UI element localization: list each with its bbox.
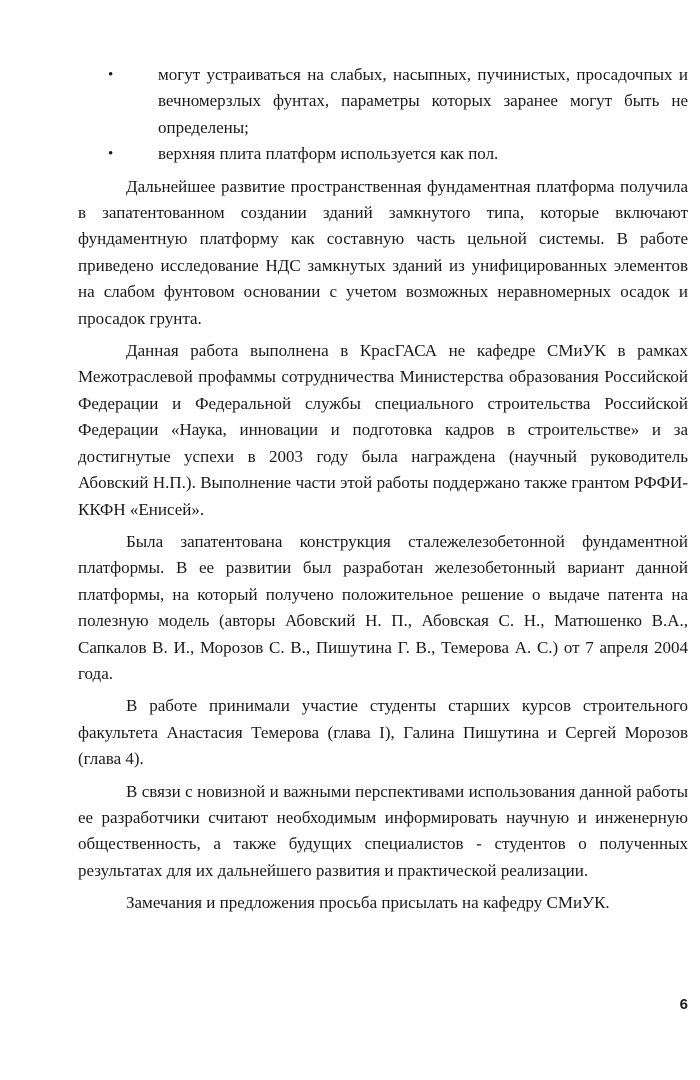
- bullet-list: [78, 62, 688, 168]
- bullet-text: верхняя плита платформ используется как пол.: [158, 144, 499, 164]
- paragraph: В связи с новизной и важными перспективами использования данной работы ее разработчики считают необходимым информировать научную и инженерную общественность, а также будущих специалистов - студентов о полученных результатах для их дальнейшего развития и практической реализации.: [78, 781, 688, 880]
- paragraph: Данная работа выполнена в КрасГАСА не кафедре СМиУК в рамках Межотраслевой профаммы сотрудничества Министерства образования Российской Федерации и Федеральной службы специального строительства Российской Федерации «Наука, инновации и подготовка кадров в строительстве» и за достигнутые успехи в 2003 году была награждена (научный руководитель Абовский Н.П.). Выполнение части этой работы поддержано также грантом РФФИ-ККФН «Енисей».: [78, 341, 688, 519]
- page-number: 6: [679, 996, 688, 1013]
- bullet-icon: •: [108, 67, 114, 83]
- bullet-icon: •: [108, 146, 114, 163]
- body-text: [78, 62, 688, 917]
- bullet-item: [78, 141, 688, 167]
- paragraph: В работе принимали участие студенты старших курсов строительного факультета Анастасия Темерова (глава I), Галина Пишутина и Сергей Морозов (глава 4).: [78, 696, 688, 769]
- paragraph: Была запатентована конструкция сталежелезобетонной фундаментной платформы. В ее развитии был разработан железобетонный вариант данной платформы, на который получено положительное решение о выдаче патента на полезную модель (авторы Абовский Н. П., Абовская С. Н., Матюшенко В.А., Сапкалов В. И., Морозов С. В., Пишутина Г. В., Темерова А. С.) от 7 апреля 2004 года.: [78, 531, 688, 683]
- bullet-item: [78, 62, 688, 141]
- bullet-text: могут устраиваться на слабых, насыпных, пучинистых, просадочпых и вечномерзлых фунтах, параметры которых заранее могут быть не определены;: [158, 65, 688, 137]
- paragraph: Замечания и предложения просьба присылать на кафедру СМиУК.: [126, 893, 610, 913]
- paragraph: Дальнейшее развитие пространственная фундаментная платформа получила в запатентованном создании зданий замкнутого типа, которые включают фундаментную платформу как составную часть цельной системы. В работе приведено исследование НДС замкнутых зданий из унифицированных элементов на слабом фунтовом основании с учетом возможных неравномерных осадок и просадок грунта.: [78, 176, 688, 328]
